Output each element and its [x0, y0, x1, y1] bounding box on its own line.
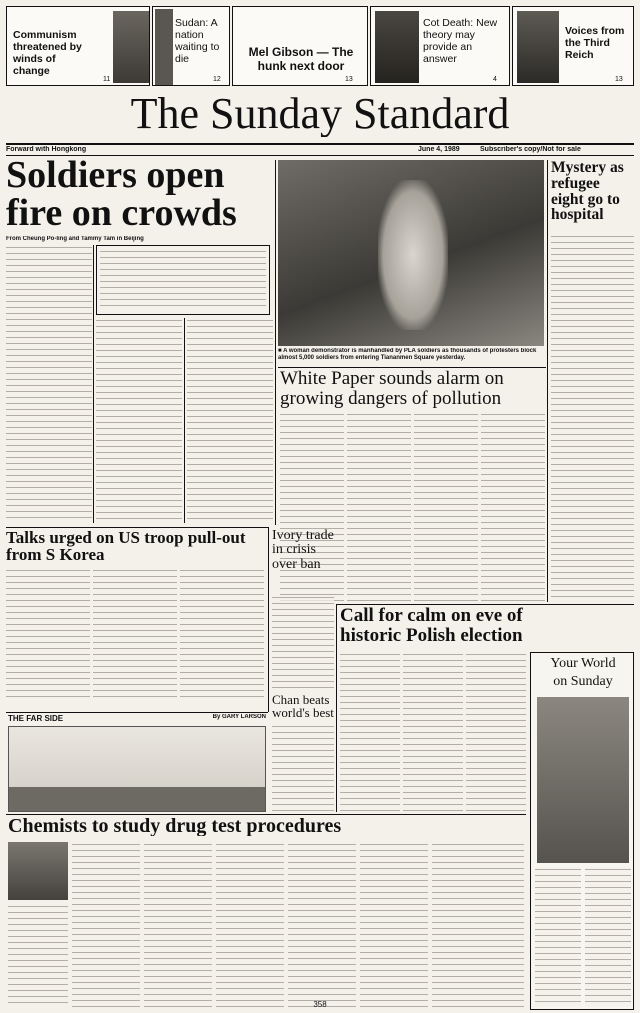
teaser-cot-death[interactable] — [370, 6, 510, 86]
lead-headline-line-1: Soldiers open — [6, 156, 225, 195]
lead-byline: From Cheung Po-ling and Tammy Tam in Beijing — [6, 236, 144, 242]
poland-column-3 — [466, 652, 526, 812]
korea-column-3 — [180, 568, 264, 698]
ivory-body — [272, 595, 334, 690]
pollution-column-1 — [280, 412, 344, 602]
your-world-title-1: Your World — [550, 657, 616, 671]
far-side-rule — [6, 712, 268, 713]
teaser-sudan-page: 12 — [213, 76, 221, 83]
teaser-cot-death-photo — [375, 11, 419, 83]
poland-column-2 — [403, 652, 463, 812]
teaser-communism-page: 11 — [103, 76, 111, 83]
chemists-column-0 — [8, 904, 68, 1007]
page-number: 358 — [313, 1000, 327, 1009]
teaser-third-reich[interactable] — [512, 6, 634, 86]
chemists-column-5 — [360, 842, 428, 1007]
teaser-communism-photo — [113, 11, 150, 83]
poland-headline-line-1: Call for calm on eve of — [340, 606, 523, 626]
pollution-column-3 — [414, 412, 478, 602]
poland-rule-left — [336, 604, 337, 812]
poland-headline-line-2: historic Polish election — [340, 626, 523, 646]
lead-column-1 — [6, 245, 92, 523]
pollution-column-2 — [347, 412, 411, 602]
chemists-column-1 — [72, 842, 140, 1007]
lead-column-rule-2 — [184, 318, 185, 523]
teaser-sudan[interactable] — [152, 6, 230, 86]
far-side-label: THE FAR SIDE — [8, 714, 64, 723]
ivory-rule-left — [268, 527, 269, 712]
lead-photo-caption: ■ A woman demonstrator is manhandled by PLA soldiers as thousands of protesters block almost 5,000 soldiers from entering Tiananmen Square yesterday. — [278, 348, 537, 361]
mystery-headline: Mystery as refugee eight go to hospital — [551, 160, 624, 224]
pollution-headline-line-1: White Paper sounds alarm on — [280, 369, 504, 389]
teaser-third-reich-page: 13 — [615, 76, 623, 83]
masthead-rule-top — [6, 143, 634, 145]
far-side-author: By GARY LARSON — [212, 714, 266, 720]
lead-inset-text — [100, 249, 266, 311]
lead-inset-box — [96, 245, 270, 315]
lead-headline-line-2: fire on crowds — [6, 194, 237, 233]
korea-headline: Talks urged on US troop pull-out from S Korea — [6, 529, 246, 564]
lead-column-rule-3 — [275, 160, 276, 525]
ivory-headline: Ivory trade in crisis over ban — [272, 529, 334, 572]
teaser-cot-death-text: Cot Death: New theory may provide an answer — [423, 17, 498, 65]
lead-photo — [278, 160, 544, 346]
chan-headline: Chan beats world's best — [272, 693, 334, 720]
teaser-third-reich-photo — [517, 11, 559, 83]
masthead-motto: Forward with Hongkong — [6, 146, 87, 153]
teaser-sudan-photo — [155, 9, 173, 85]
lead-column-3 — [187, 318, 273, 523]
teaser-gibson[interactable] — [232, 6, 368, 86]
mystery-body — [551, 234, 634, 602]
chemists-column-2 — [144, 842, 212, 1007]
lead-photo-figure — [378, 180, 448, 330]
teaser-cot-death-page: 4 — [493, 76, 497, 83]
masthead-subscriber: Subscriber's copy/Not for sale — [480, 146, 581, 153]
masthead-date: June 4, 1989 — [418, 146, 460, 153]
teaser-communism[interactable] — [6, 6, 150, 86]
chemists-headline: Chemists to study drug test procedures — [8, 816, 342, 837]
chemists-rule — [6, 814, 526, 815]
your-world-title-2: on Sunday — [553, 675, 613, 689]
lead-column-rule-1 — [93, 245, 94, 523]
your-world-column-2 — [585, 867, 631, 1007]
korea-column-2 — [93, 568, 177, 698]
pollution-column-4 — [481, 412, 545, 602]
pollution-rule — [278, 367, 546, 368]
korea-rule — [6, 527, 268, 528]
teaser-communism-text: Communism threatened by winds of change — [13, 29, 82, 77]
chemists-photo — [8, 842, 68, 900]
far-side-cartoon — [8, 726, 266, 812]
teaser-third-reich-text: Voices from the Third Reich — [565, 25, 625, 61]
your-world-photo — [537, 697, 629, 863]
your-world-column-1 — [535, 867, 581, 1007]
chemists-column-6 — [432, 842, 524, 1007]
chemists-column-3 — [216, 842, 284, 1007]
your-world-box[interactable] — [530, 652, 634, 1010]
teaser-sudan-text: Sudan: A nation waiting to die — [175, 17, 220, 65]
far-side-cartoon-ground — [9, 787, 266, 812]
teaser-gibson-text: Mel Gibson — The hunk next door — [248, 45, 354, 73]
chemists-column-4 — [288, 842, 356, 1007]
lead-column-2 — [96, 318, 182, 523]
poland-column-1 — [340, 652, 400, 812]
mystery-rule — [547, 160, 548, 602]
teaser-gibson-page: 13 — [345, 76, 353, 83]
korea-column-1 — [6, 568, 90, 698]
chan-body — [272, 724, 334, 812]
poland-rule — [336, 604, 634, 605]
masthead-title: The Sunday Standard — [130, 92, 510, 137]
pollution-headline-line-2: growing dangers of pollution — [280, 389, 502, 409]
